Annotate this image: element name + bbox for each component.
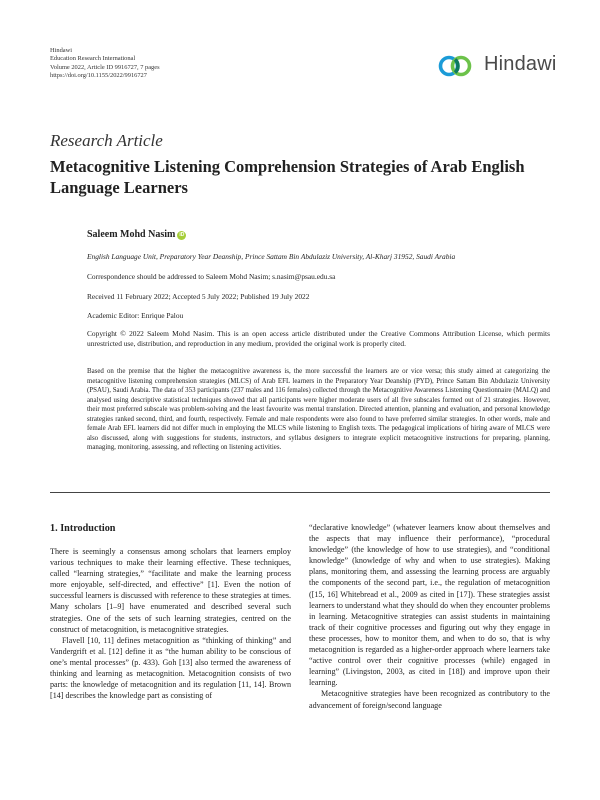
publication-dates: Received 11 February 2022; Accepted 5 July 2022; Published 19 July 2022 [87,292,310,301]
publisher-name: Hindawi [50,47,73,54]
body-paragraph: Metacognitive strategies have been recognized as contributory to the advancement of foreign/second language [309,689,550,710]
section-heading: 1. Introduction [50,523,116,534]
abstract: Based on the premise that the higher the metacognitive awareness is, the more successful the learners are or vice versa; this study aimed at categorizing the metacognitive listening comprehension strategies (MLCS) of Arab EFL learners in the Preparatory Year Deanship (PYD), Prince Sattam Bin Abdulaziz University (PSAU), Saudi Arabia. The data of 353 participants (237 males and 116 females) collected through the Metacognitive Awareness Listening Questionnaire (MALQ) and analysed using descriptive statistical techniques showed that all participants were higher moderate users of all five subscales formed out of 21 strategies. However, their most preferred subscale was problem-solving and the least favourite was mental translation. Directed attention, planning and evaluation, and personal knowledge strategies ranked second, third, and fourth, respectively. Female and male respondents were also found to have preferred similar strategies. In other words, male and female Arab EFL learners did not differ much in employing the MLCS while listening to English texts. The pedagogical implications of hiring aware of MLCS were also discussed, along with suggestions for students, instructors, and syllabus designers to integrate explicit metacognitive instructions for preparing, planning, managing, monitoring, assessing, and reflecting on listening activities. [87,368,550,451]
journal-meta [50,47,160,81]
copyright-notice: Copyright © 2022 Saleem Mohd Nasim. This is an open access article distributed under the Creative Commons Attribution License, which permits unrestricted use, distribution, and reproduction in any medium, provided the original work is properly cited. [87,329,550,348]
orcid-icon[interactable]: iD [179,232,185,238]
divider [50,492,550,493]
volume-line: Volume 2022, Article ID 9916727, 7 pages [50,63,160,71]
body-paragraph: Flavell [10, 11] defines metacognition as “thinking of thinking” and Vandergrift et al. [12] define it as “the human ability to be conscious of one’s mental processes” (p. 433). Goh [13] also termed the awareness of thinking and learning as metacognition. Metacognition consists of two parts: the knowledge of metacognition and its regulation [11, 14]. Brown [14] describes the knowledge part as consisting of [50,635,291,701]
academic-editor: Academic Editor: Enrique Palou [87,311,184,320]
affiliation: English Language Unit, Preparatory Year Deanship, Prince Sattam Bin Abdulaziz University, Al-Kharj 31952, Saudi Arabia [87,252,456,261]
body-paragraph: “declarative knowledge” (whatever learners know about themselves and the aspects that may influence their performance), “procedural knowledge” (the knowledge of how to use strategies), and “conditional knowledge” (knowledge of why and when to use strategies). Making plans, monitoring them, and assessing the learning process are arguably the components of the second part, i.e., the regulation of metacognition ([15, 16] Whitebread et al., 2009 as cited in [17]). These strategies assist learners to understand what they should do when they encounter problems in learning. Metacognitive strategies can assist students in maintaining track of their cognitive processes and figuring out why they engage in these processes, how to monitor them, and when to do so, that is why metacognition is regarded as a higher-order approach where learners take “active control over their cognitive processes (while) engaged in learning” (Livingston, 2003, as cited in [18]) and improve upon their learning. [309,523,550,688]
journal-name: Education Research International [50,55,136,63]
author-line [87,229,186,240]
body-paragraph: There is seemingly a consensus among scholars that learners employ various techniques to make their learning effective. These techniques, called “learning strategies,” “facilitate and make the learning process more enjoyable, self-directed, and effective” [1]. Even the notion of successful learners is discussed with reference to these strategies at times. Many scholars [1–9] have enumerated and described several such strategies. One of the sets of such learning strategies, centred on the construct of metacognition, is metacognitive strategies. [50,547,291,634]
left-column [50,522,291,701]
article-type: Research Article [50,131,163,150]
logo-wordmark[interactable]: Hindawi [484,53,557,75]
right-column [309,522,550,711]
author-name[interactable]: Saleem Mohd Nasim [87,229,176,240]
article-title: Metacognitive Listening Comprehension Strategies of Arab English Language Learners [50,157,525,197]
doi-link[interactable]: https://doi.org/10.1155/2022/9916727 [50,72,147,80]
correspondence: Correspondence should be addressed to Saleem Mohd Nasim; s.nasim@psau.edu.sa [87,272,336,281]
